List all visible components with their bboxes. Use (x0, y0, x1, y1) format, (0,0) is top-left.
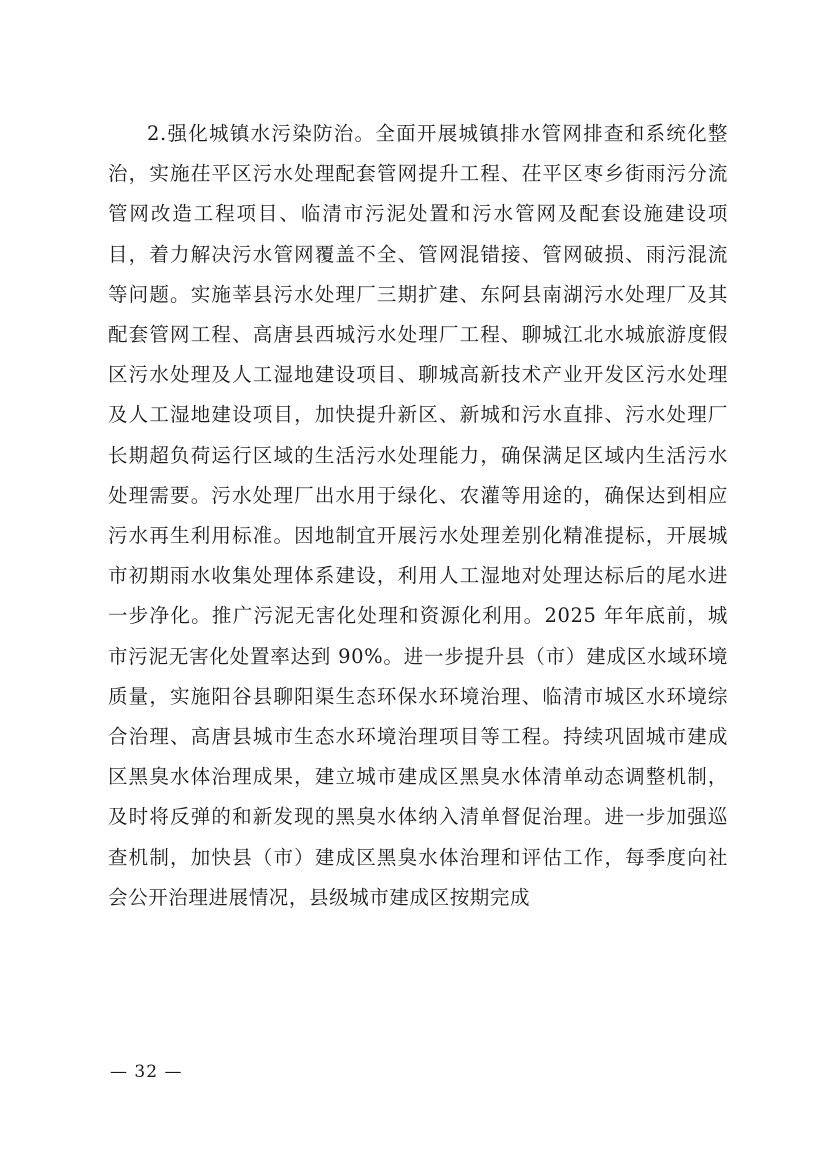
body-text (108, 114, 728, 918)
page-number: — 32 — (110, 1062, 183, 1082)
paragraph-water-pollution: 2.强化城镇水污染防治。全面开展城镇排水管网排查和系统化整治，实施茌平区污水处理配套管网提升工程、茌平区枣乡街雨污分流管网改造工程项目、临清市污泥处置和污水管网及配套设施建设项目，着力解决污水管网覆盖不全、管网混错接、管网破损、雨污混流等问题。实施莘县污水处理厂三期扩建、东阿县南湖污水处理厂及其配套管网工程、高唐县西城污水处理厂工程、聊城江北水城旅游度假区污水处理及人工湿地建设项目、聊城高新技术产业开发区污水处理及人工湿地建设项目，加快提升新区、新城和污水直排、污水处理厂长期超负荷运行区域的生活污水处理能力，确保满足区域内生活污水处理需要。污水处理厂出水用于绿化、农灌等用途的，确保达到相应污水再生利用标准。因地制宜开展污水处理差别化精准提标，开展城市初期雨水收集处理体系建设，利用人工湿地对处理达标后的尾水进一步净化。推广污泥无害化处理和资源化利用。2025 年年底前，城市污泥无害化处置率达到 90%。进一步提升县（市）建成区水域环境质量，实施阳谷县聊阳渠生态环保水环境治理、临清市城区水环境综合治理、高唐县城市生态水环境治理项目等工程。持续巩固城市建成区黑臭水体治理成果，建立城市建成区黑臭水体清单动态调整机制，及时将反弹的和新发现的黑臭水体纳入清单督促治理。进一步加强巡查机制，加快县（市）建成区黑臭水体治理和评估工作，每季度向社会公开治理进展情况，县级城市建成区按期完成 (108, 122, 728, 909)
